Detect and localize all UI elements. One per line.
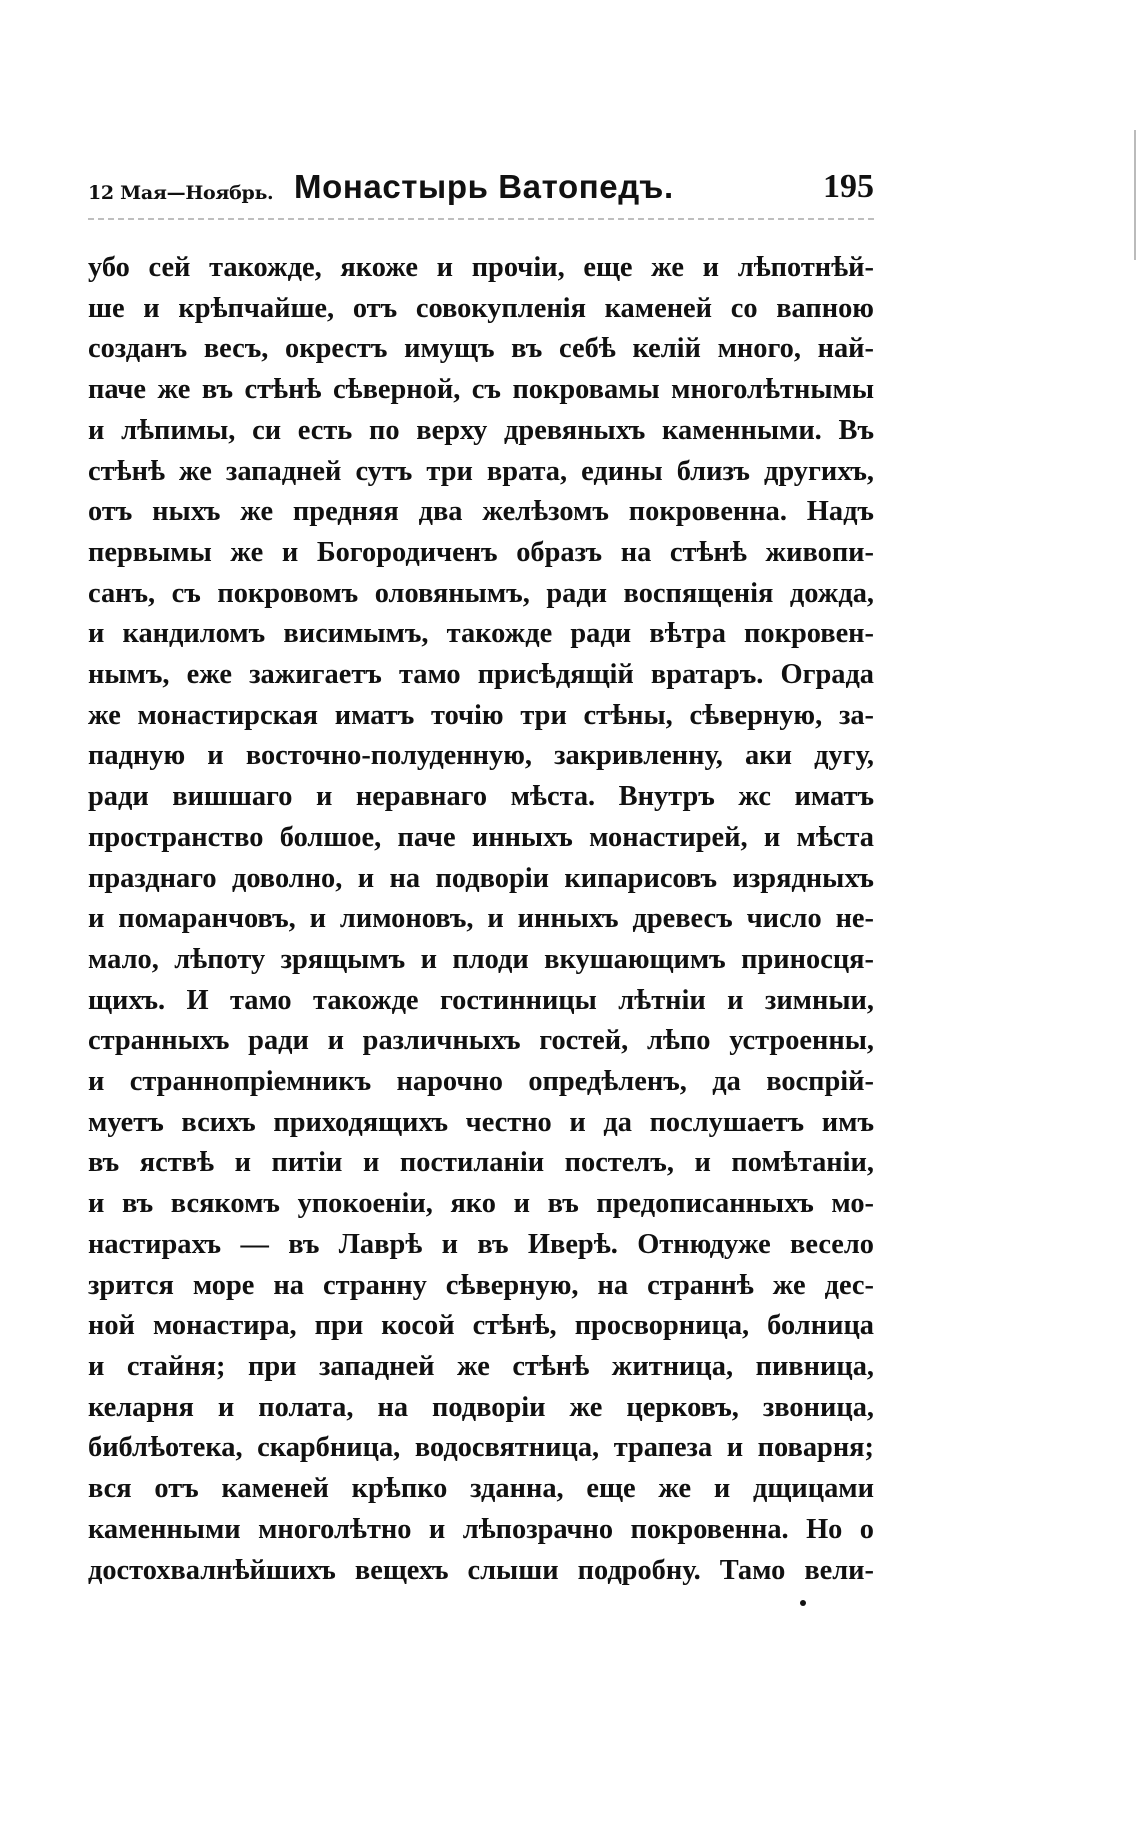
text-line: празднаго доволно, и на подворіи кипарисовъ изрядныхъ	[88, 862, 874, 894]
text-line: ше и крѣпчайше, отъ совокупленія каменей со вапною	[88, 292, 874, 324]
text-line: паче же въ стѣнѣ сѣверной, съ покровамы многолѣтнымы	[88, 374, 874, 406]
header-dates: 12 Мая—Ноябрь.	[88, 182, 274, 204]
text-line: настирахъ — въ Лаврѣ и въ Иверѣ. Отнюдуже весело	[88, 1228, 874, 1260]
text-line: же монастирская иматъ точію три стѣны, сѣверную, за-	[88, 699, 874, 731]
header-rule	[88, 218, 874, 220]
text-line: и въ всякомъ упокоеніи, яко и въ предописанныхъ мо-	[88, 1188, 874, 1220]
text-line: въ яствѣ и питіи и постиланіи постелъ, и помѣтаніи,	[88, 1147, 874, 1179]
page-number: 195	[823, 168, 874, 205]
text-line: и кандиломъ висимымъ, такожде ради вѣтра покровен-	[88, 618, 874, 650]
text-line: мало, лѣпоту зрящымъ и плоди вкушающимъ приносця-	[88, 943, 874, 975]
text-line: и помаранчовъ, и лимоновъ, и инныхъ древесъ число не-	[88, 903, 874, 935]
text-line: достохвалнѣйшихъ вещехъ слыши подробну. Тамо вели-	[88, 1554, 874, 1586]
text-line: созданъ весъ, окрестъ имущъ въ себѣ келій много, най-	[88, 333, 874, 365]
header-title: Монастырь Ватопедъ.	[294, 168, 674, 205]
scan-edge-line	[1134, 130, 1136, 260]
print-mark	[800, 1600, 806, 1606]
text-line: и стайня; при западней же стѣнѣ житница, пивница,	[88, 1350, 874, 1382]
text-line: убо сей такожде, якоже и прочіи, еще же и лѣпотнѣй-	[88, 252, 874, 283]
text-line: странныхъ ради и различныхъ гостей, лѣпо устроенны,	[88, 1025, 874, 1057]
text-line: первымы же и Богородиченъ образъ на стѣнѣ живопи-	[88, 536, 874, 568]
text-line: каменными многолѣтно и лѣпозрачно покровенна. Но о	[88, 1513, 874, 1545]
text-line: и страннопріемникъ нарочно опредѣленъ, да воспрій-	[88, 1066, 874, 1098]
text-line: пространство болшое, паче инныхъ монастирей, и мѣста	[88, 821, 874, 853]
text-line: щихъ. И тамо такожде гостинницы лѣтніи и зимныи,	[88, 984, 874, 1016]
text-line: отъ ныхъ же предняя два желѣзомъ покровенна. Надъ	[88, 496, 874, 528]
text-line: нымъ, еже зажигаетъ тамо присѣдящій вратаръ. Ограда	[88, 659, 874, 691]
text-line: ради вишшаго и неравнаго мѣста. Внутръ жс иматъ	[88, 781, 874, 813]
text-line: библѣотека, скарбница, водосвятница, трапеза и поварня;	[88, 1432, 874, 1464]
text-line: зрится море на странну сѣверную, на страннѣ же дес-	[88, 1269, 874, 1301]
text-line: ной монастира, при косой стѣнѣ, просворница, болница	[88, 1310, 874, 1342]
text-line: санъ, съ покровомъ оловянымъ, ради воспященія дожда,	[88, 577, 874, 609]
text-line: и лѣпимы, си есть по верху древяныхъ каменными. Въ	[88, 414, 874, 446]
text-line: муетъ всихъ приходящихъ честно и да послушаетъ имъ	[88, 1106, 874, 1138]
text-line: падную и восточно-полуденную, закривленну, аки дугу,	[88, 740, 874, 772]
text-line: стѣнѣ же западней сутъ три врата, едины близъ другихъ,	[88, 455, 874, 487]
text-line: вся отъ каменей крѣпко зданна, еще же и дщицами	[88, 1473, 874, 1505]
text-line: келарня и полата, на подворіи же церковъ, звоница,	[88, 1391, 874, 1423]
body-text	[88, 248, 874, 1591]
running-header	[88, 168, 874, 212]
